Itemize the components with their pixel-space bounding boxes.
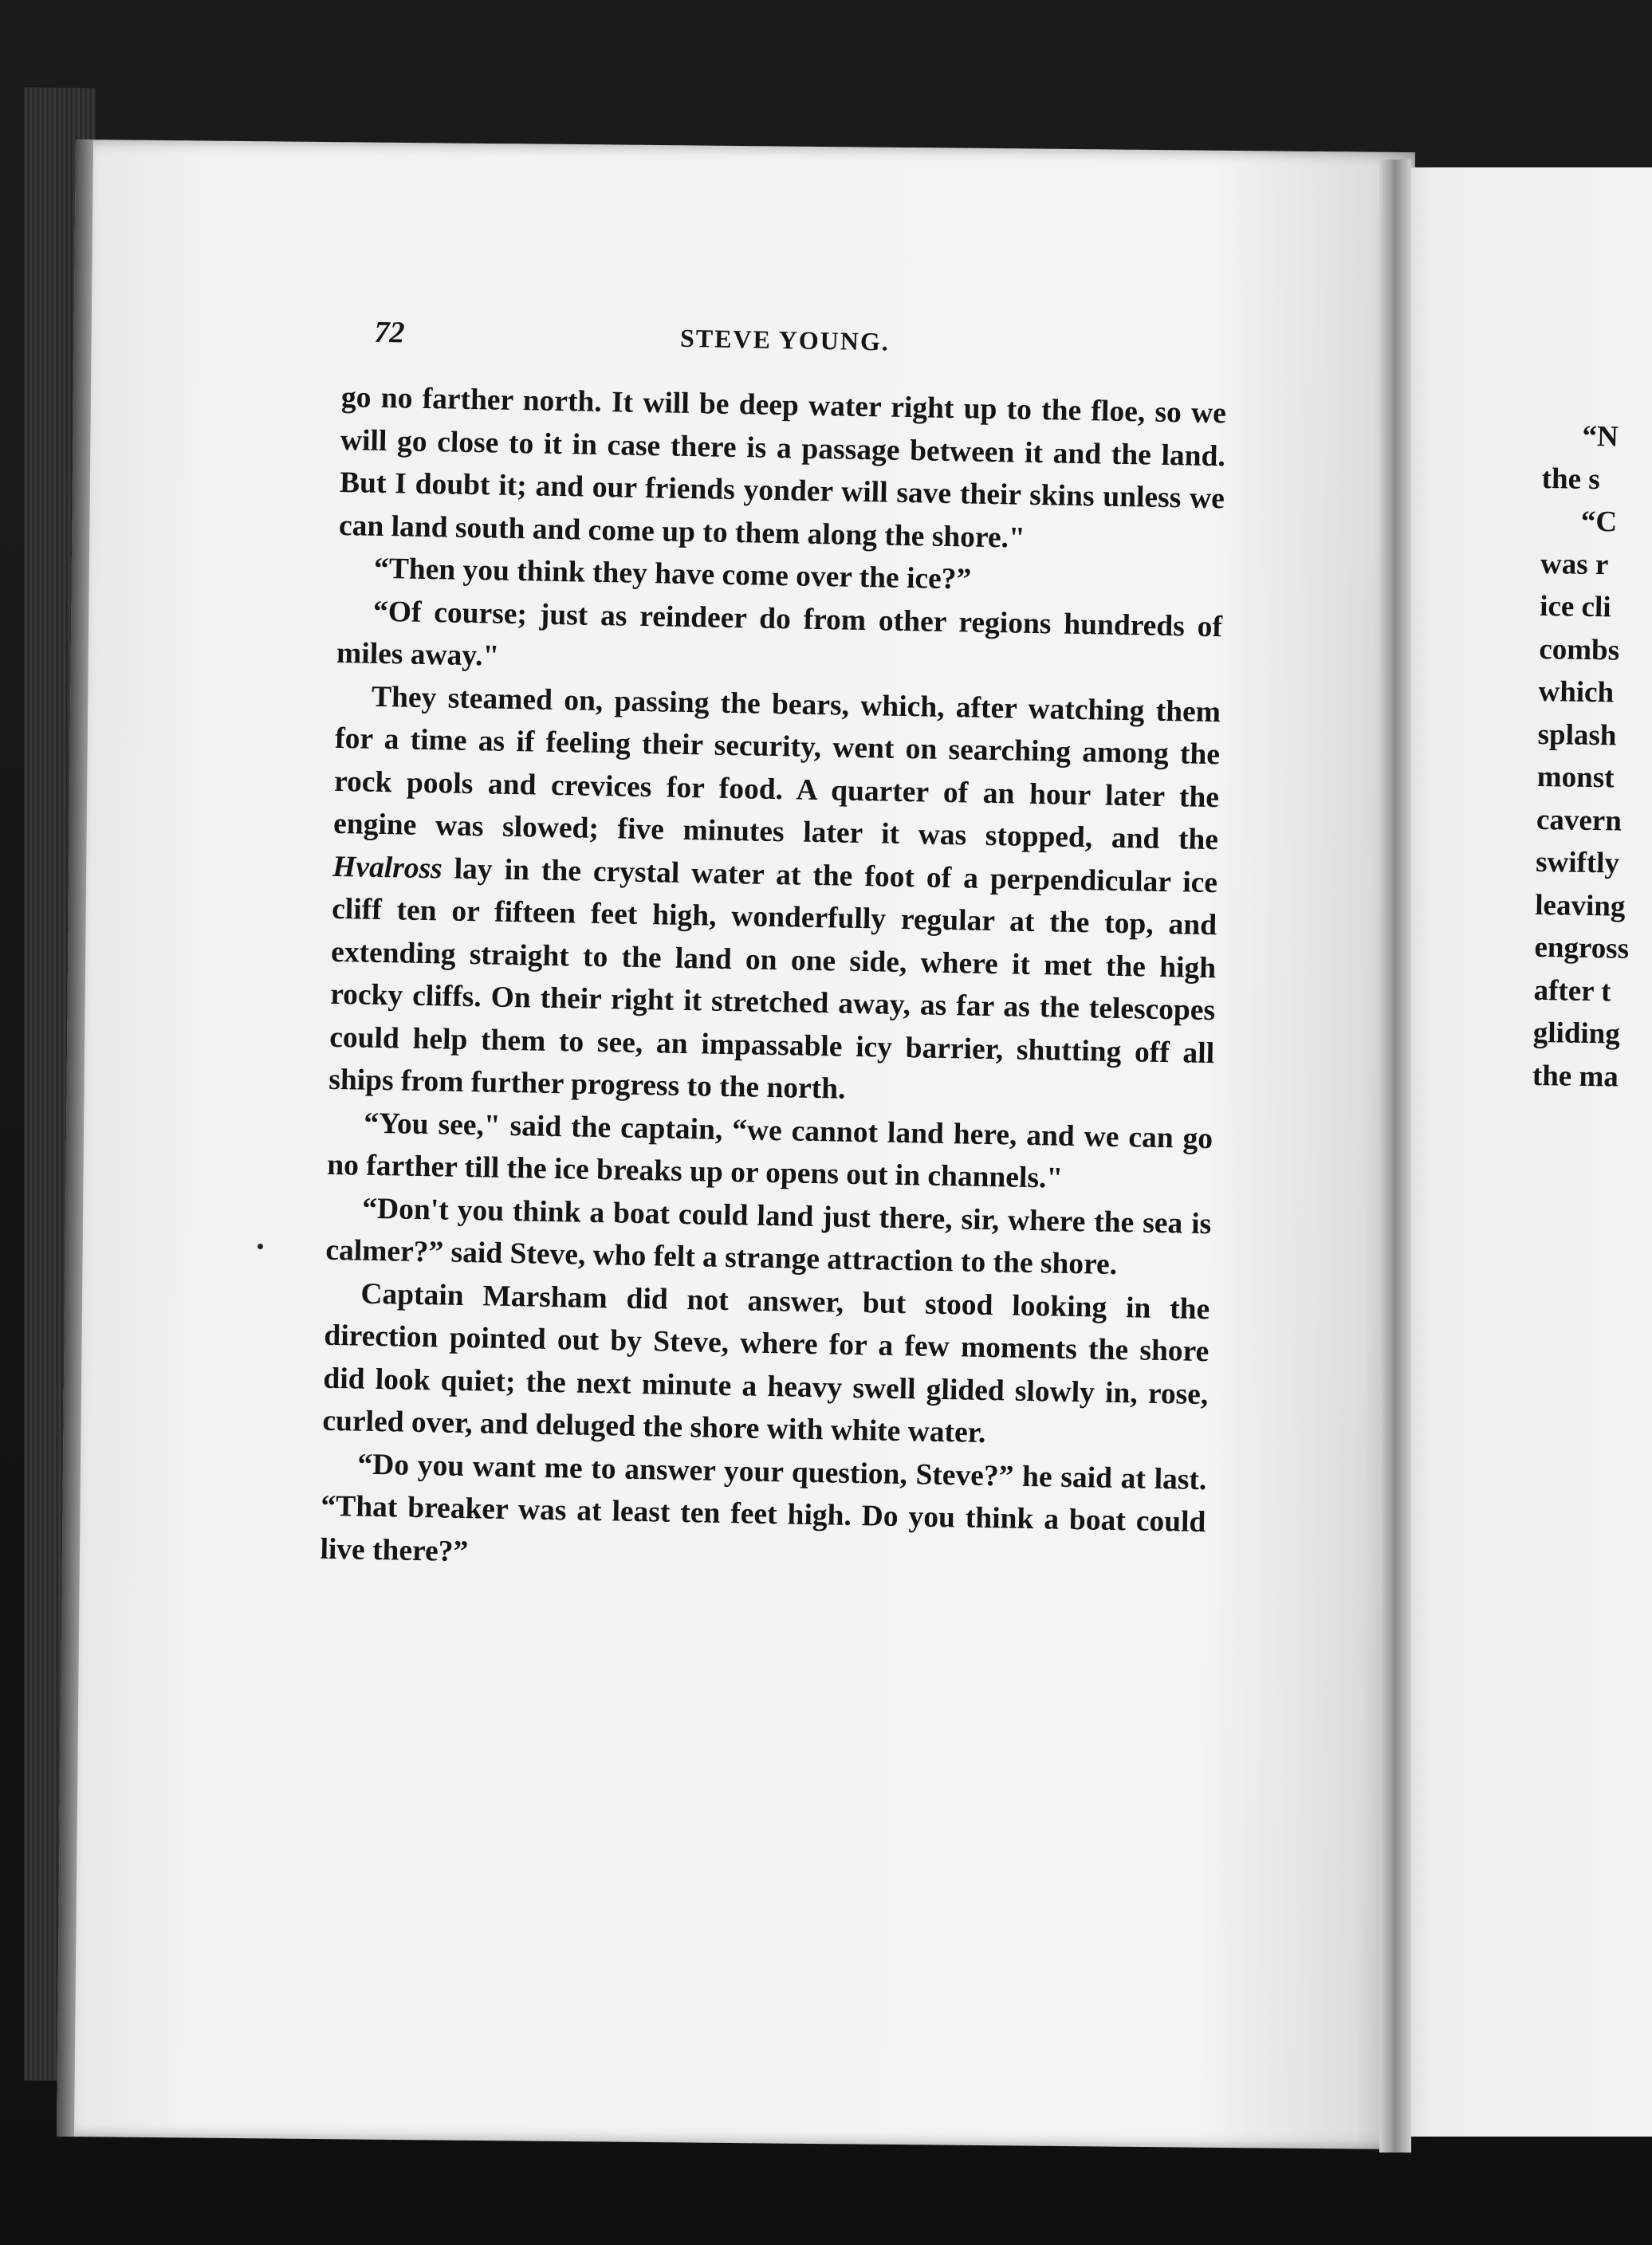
facing-line: which (1538, 674, 1615, 710)
facing-line: cavern (1536, 803, 1622, 838)
paragraph-7: Captain Marsham did not answer, but stood looking in the direction pointed out by Steve, where for a few moments the shore did look quiet; the next minute a heavy swell glided slowly in, rose, curled over, and deluged the shore with white water. (322, 1277, 1210, 1450)
paragraph-5: “You see," said the captain, “we cannot land here, and we can go no farther till the ice breaks up or opens out in channels." (326, 1107, 1213, 1195)
paragraph-2: “Then you think they have come over the ice?” (373, 552, 972, 596)
facing-line: splash (1537, 718, 1617, 752)
facing-line: ice cli (1539, 589, 1611, 624)
page-number: 72 (374, 315, 405, 350)
paragraph-4-after: lay in the crystal water at the foot of a perpendicular ice cliff ten or fifteen feet high, wonderfully regular at the top, and extending straight to the land on one side, where it met the high rocky cliffs. On their right it stretched away, as far as the telescopes could help them to see, an impassable icy barrier, shutting off all ships from further progress to the north. (328, 851, 1218, 1106)
paragraph-6: “Don't you think a boat could land just there, sir, where the sea is calmer?” said Steve, who felt a strange attraction to the shore. (325, 1192, 1212, 1281)
running-title: STEVE YOUNG. (679, 323, 891, 356)
facing-line: “C (1580, 505, 1618, 539)
page-text-block (320, 311, 1228, 1586)
paragraph-8: “Do you want me to answer your question, Steve?” he said at last. “That breaker was at least ten feet high. Do you think a boat could live there?” (320, 1448, 1207, 1568)
facing-line: the s (1541, 462, 1601, 496)
facing-line: monst (1536, 760, 1615, 795)
book-gutter (1379, 159, 1411, 2153)
facing-page-text (1532, 415, 1652, 1099)
facing-line: gliding (1532, 1016, 1621, 1051)
paragraph-4-before: They steamed on, passing the bears, which, after watching them for a time as if feeling their security, went on searching among the rock pools and crevices for food. A quarter of an hour later the engine was slowed; five minutes later it was stopped, and the (332, 680, 1221, 857)
paragraph-3: “Of course; just as reindeer do from other regions hundreds of miles away." (336, 595, 1223, 673)
facing-line: swiftly (1535, 845, 1620, 880)
facing-line: engross (1534, 930, 1630, 965)
ship-name-italic: Hvalross (332, 850, 443, 885)
facing-line: combs (1539, 632, 1620, 667)
facing-line: leaving (1535, 888, 1626, 923)
paragraph-4 (328, 674, 1221, 1117)
facing-line: after t (1533, 973, 1611, 1008)
facing-line: was r (1540, 547, 1609, 581)
paragraph-1: go no farther north. It will be deep water right up to the floe, so we will go close to it in case there is a passage between it and the land. But I doubt it; and our friends yonder will save their skins unless we can land south and come up to them along the shore." (338, 380, 1227, 555)
dust-speck (258, 1244, 263, 1249)
facing-line: the ma (1532, 1059, 1619, 1094)
facing-line: “N (1582, 419, 1619, 454)
